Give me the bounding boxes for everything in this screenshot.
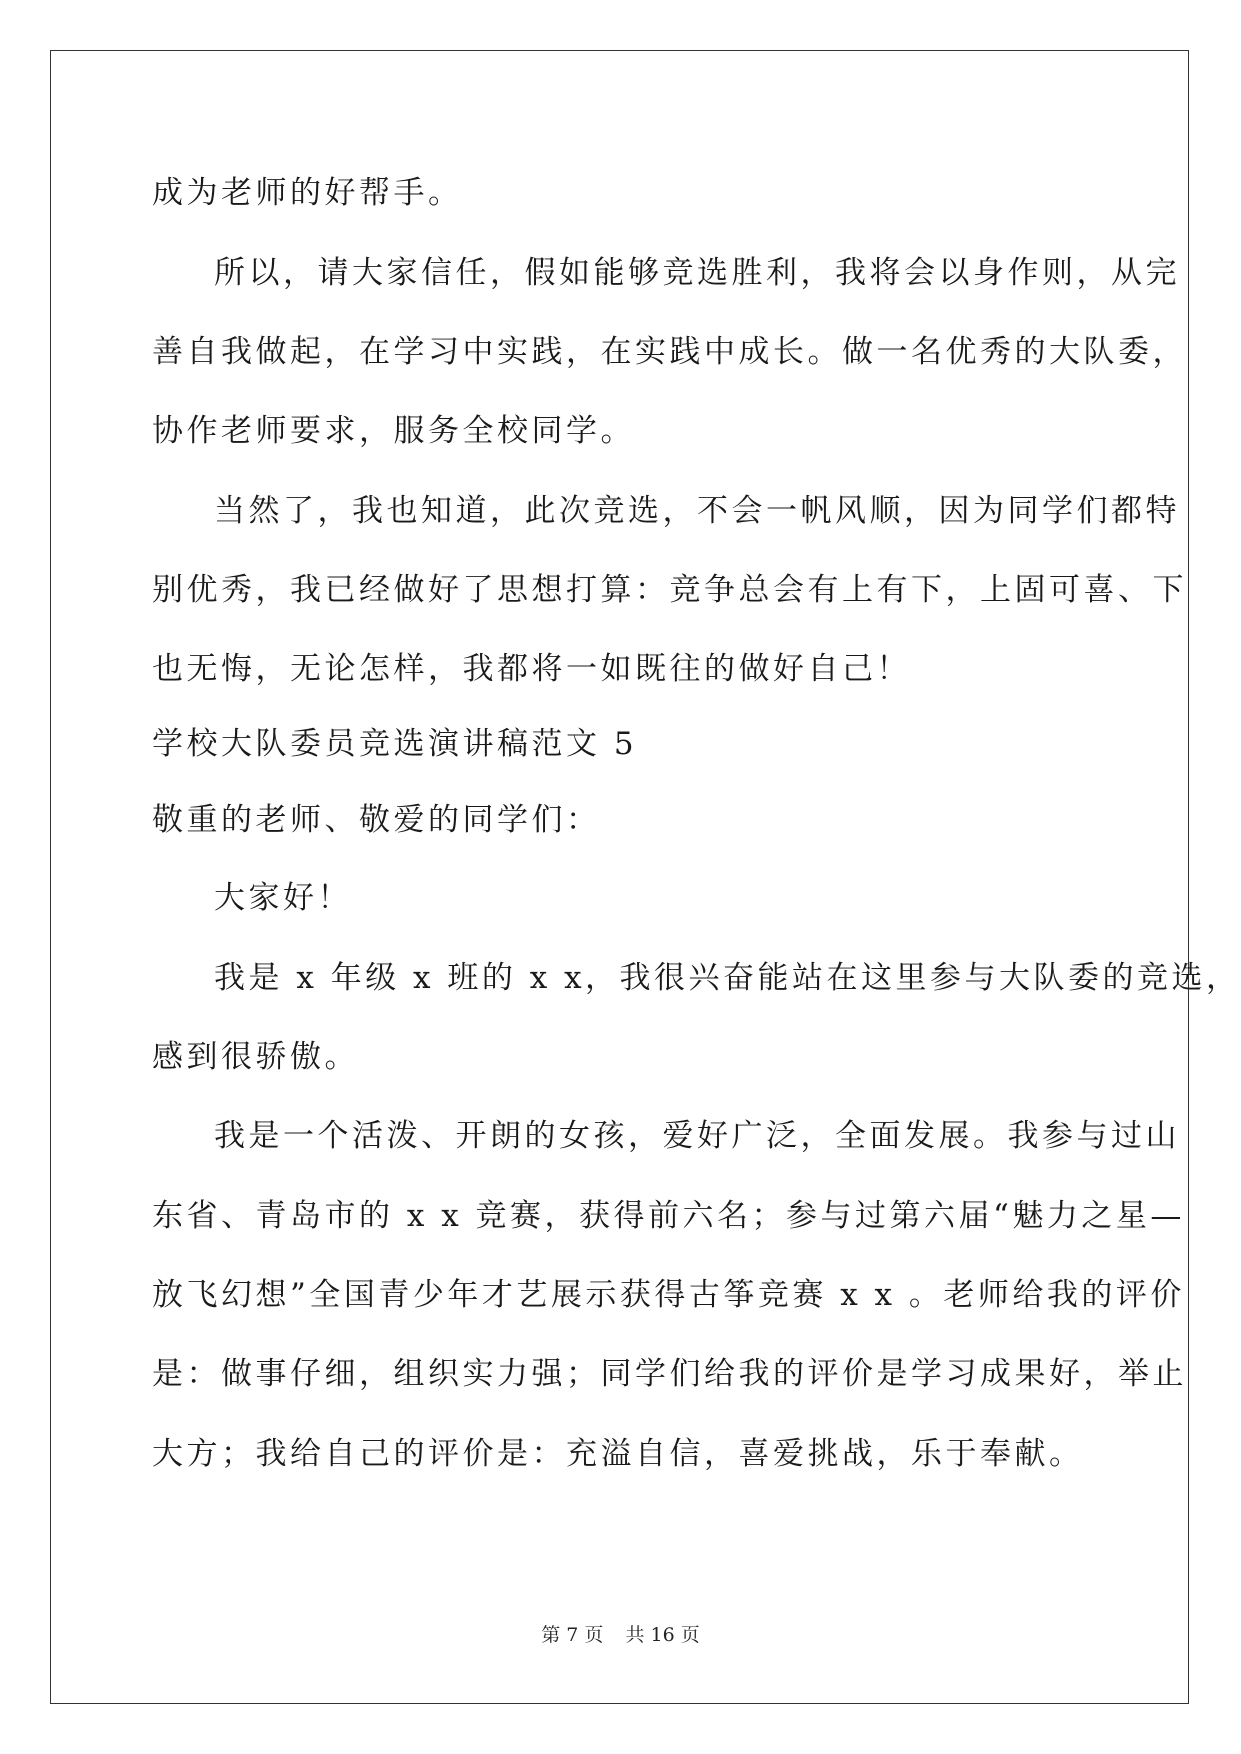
greeting: 大家好！	[214, 880, 352, 916]
salutation: 敬重的老师、敬爱的同学们：	[152, 802, 601, 838]
text-line-5: 当然了，我也知道，此次竞选，不会一帆风顺，因为同学们都特	[214, 493, 1180, 529]
page-total: 共 16 页	[625, 1624, 700, 1646]
section-heading: 学校大队委员竞选演讲稿范文 5	[152, 726, 638, 762]
text-line-7: 也无悔，无论怎样，我都将一如既往的做好自己！	[152, 651, 911, 687]
text-line-14: 东省、青岛市的 x x 竞赛，获得前六名；参与过第六届“魅力之星—	[152, 1198, 1185, 1234]
text-line-16: 是：做事仔细，组织实力强；同学们给我的评价是学习成果好，举止	[152, 1356, 1187, 1392]
text-line-1: 成为老师的好帮手。	[152, 175, 463, 211]
text-line-6: 别优秀，我已经做好了思想打算：竞争总会有上有下，上固可喜、下	[152, 572, 1187, 608]
text-line-17: 大方；我给自己的评价是：充溢自信，喜爱挑战，乐于奉献。	[152, 1436, 1084, 1472]
text-line-13: 我是一个活泼、开朗的女孩，爱好广泛，全面发展。我参与过山	[214, 1118, 1180, 1154]
page-number: 第 7 页	[541, 1624, 604, 1646]
page-footer	[0, 1620, 1241, 1647]
text-line-2: 所以，请大家信任，假如能够竞选胜利，我将会以身作则，从完	[214, 255, 1180, 291]
text-line-3: 善自我做起，在学习中实践，在实践中成长。做一名优秀的大队委，	[152, 334, 1187, 370]
text-line-15: 放飞幻想”全国青少年才艺展示获得古筝竞赛 x x 。老师给我的评价	[152, 1277, 1185, 1313]
text-line-12: 感到很骄傲。	[152, 1039, 359, 1075]
text-line-11: 我是 x 年级 x 班的 x x，我很兴奋能站在这里参与大队委的竞选，	[214, 960, 1241, 996]
text-line-4: 协作老师要求，服务全校同学。	[152, 413, 635, 449]
